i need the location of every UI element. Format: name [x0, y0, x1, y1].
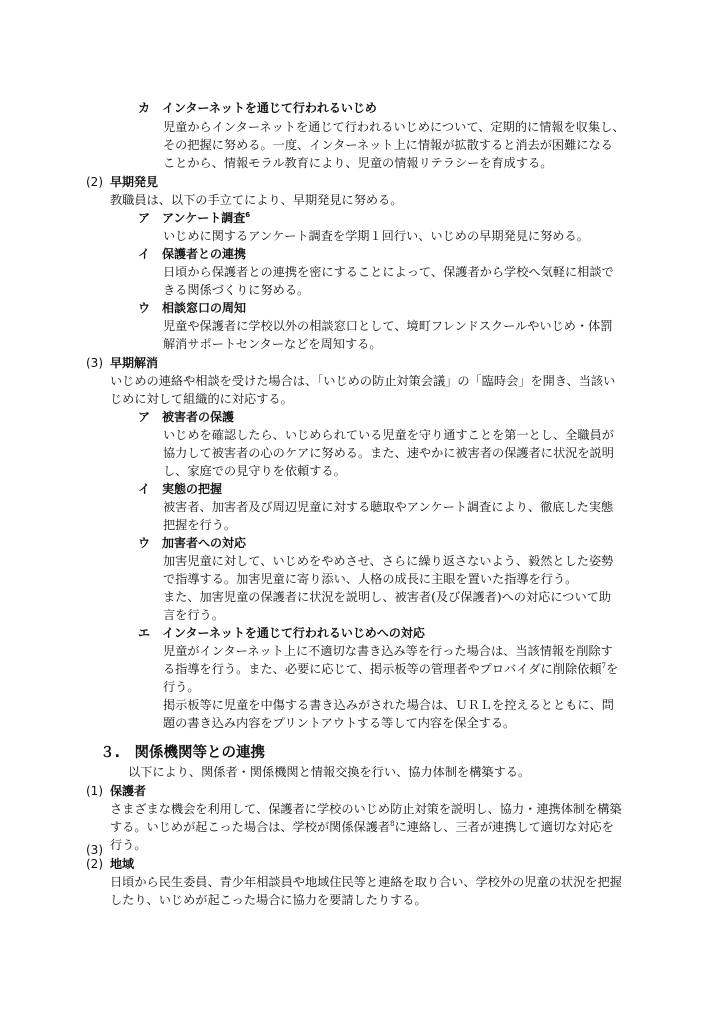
item-3e-line: 児童がインターネット上に不適切な書き込み等を行った場合は、当該情報を削除す — [163, 644, 613, 658]
item-2u-heading: ウ 相談窓口の周知 — [138, 301, 247, 315]
item-2u-line: 児童や保護者に学校以外の相談窓口として、境町フレンドスクールやいじめ・体罰 — [163, 319, 613, 333]
item-3a-heading: ア 被害者の保護 — [138, 410, 235, 424]
footnote-ref-6: 6 — [245, 211, 251, 219]
subsection-1-title: 保護者 — [110, 784, 147, 798]
footnote-ref-7: 7 — [601, 661, 606, 670]
section-3-title: 早期解消 — [110, 356, 159, 370]
item-3i-line: 被害者、加害者及び周辺児童に対する聴取やアンケート調査により、徹底した実態 — [163, 500, 614, 514]
item-3a-line: し、家庭での見守りを依頼する。 — [163, 464, 346, 478]
item-3u-line: 言を行う。 — [163, 608, 224, 622]
item-3e-line: 掲示板等に児童を中傷する書き込みがされた場合は、ＵＲＬを控えるとともに、問 — [163, 698, 614, 712]
item-3e-heading: エ インターネットを通じて行われるいじめへの対応 — [138, 626, 425, 640]
item-ka-line: 児童からインターネットを通じて行われるいじめについて、定期的に情報を収集し、 — [163, 120, 625, 134]
item-3e-line: 題の書き込み内容をプリントアウトする等して内容を保全する。 — [163, 716, 516, 730]
item-3a-line: いじめを確認したら、いじめられている児童を守り通すことを第一とし、全職員が — [163, 428, 614, 442]
section-3-number: (3) — [86, 356, 103, 370]
subsection-1-number: (1) — [86, 784, 103, 798]
section-2-intro: 教職員は、以下の手立てにより、早期発見に努める。 — [110, 193, 403, 207]
subsection-1-line: する。いじめが起こった場合は、学校が関係保護者$^8$に連絡し、三者が連携して適切な対応を — [110, 819, 614, 834]
item-3e-line: る指導を行う。また、必要に応じて、掲示板等の管理者やプロバイダに削除依頼$^7$を — [163, 661, 619, 676]
item-ka-heading: カ インターネットを通じて行われるいじめ — [138, 101, 377, 115]
item-ka-line: ことから、情報モラル教育により、児童の情報リテラシーを育成する。 — [163, 156, 553, 170]
item-2i-heading: イ 保護者との連携 — [138, 247, 247, 261]
item-2a-line: いじめに関するアンケート調査を学期１回行い、いじめの早期発見に努める。 — [163, 229, 589, 243]
subsection-1-line: 行う。 — [110, 838, 147, 852]
section-3-intro-text: 以下により、関係者・関係機関と情報交換を行い、協力体制を構築する。 — [128, 765, 531, 779]
item-3i-line: 把握を行う。 — [163, 518, 237, 532]
subsection-2-line: したり、いじめが起こった場合に協力を要請したりする。 — [110, 893, 427, 907]
item-2a-heading: ア アンケート調査$^6$ — [138, 211, 251, 225]
item-3u-heading: ウ 加害者への対応 — [138, 536, 247, 550]
item-3u-line: また、加害児童の保護者に状況を説明し、被害者(及び保護者)への対応について助 — [163, 590, 612, 604]
item-3u-line: で指導する。加害児童に寄り添い、人格の成長に主眼を置いた指導を行う。 — [163, 572, 578, 586]
item-2i-line: 日頃から保護者との連携を密にすることによって、保護者から学校へ気軽に相談で — [163, 265, 614, 279]
item-2i-line: きる関係づくりに努める。 — [163, 283, 310, 297]
section-3-intro: じめに対して組織的に対応する。 — [110, 392, 293, 406]
subsection-1-line: さまざまな機会を利用して、保護者に学校のいじめ防止対策を説明し、協力・連携体制を構築 — [110, 802, 622, 816]
section-2-number: (2) — [86, 175, 103, 189]
subsection-2-line: 日頃から民生委員、青少年相談員や地域住民等と連絡を取り合い、学校外の児童の状況を把握 — [110, 875, 622, 889]
item-3u-line: 加害児童に対して、いじめをやめさせ、さらに繰り返さないよう、毅然とした姿勢 — [163, 554, 614, 568]
section-heading-3: ３. 関係機関等との連携 — [100, 745, 266, 761]
item-3i-heading: イ 実態の把握 — [138, 482, 223, 496]
item-ka-line: その把握に努める。一度、インターネット上に情報が拡散すると消去が困難になる — [163, 138, 613, 152]
subsection-2-title: 地域 — [110, 857, 135, 871]
subsection-3-number: (3) — [86, 843, 103, 857]
section-3-intro: いじめの連絡や相談を受けた場合は、「いじめの防止対策会議」の「臨時会」を開き、当該い — [110, 374, 616, 388]
section-2-title: 早期発見 — [110, 175, 159, 189]
footnote-ref-8: 8 — [390, 819, 395, 828]
item-2u-line: 解消サポートセンターなどを周知する。 — [163, 337, 382, 351]
subsection-2-number: (2) — [86, 857, 103, 871]
item-3a-line: 協力して被害者の心のケアに努める。また、速やかに被害者の保護者に状況を説明 — [163, 446, 614, 460]
item-3e-line: 行う。 — [163, 680, 200, 694]
